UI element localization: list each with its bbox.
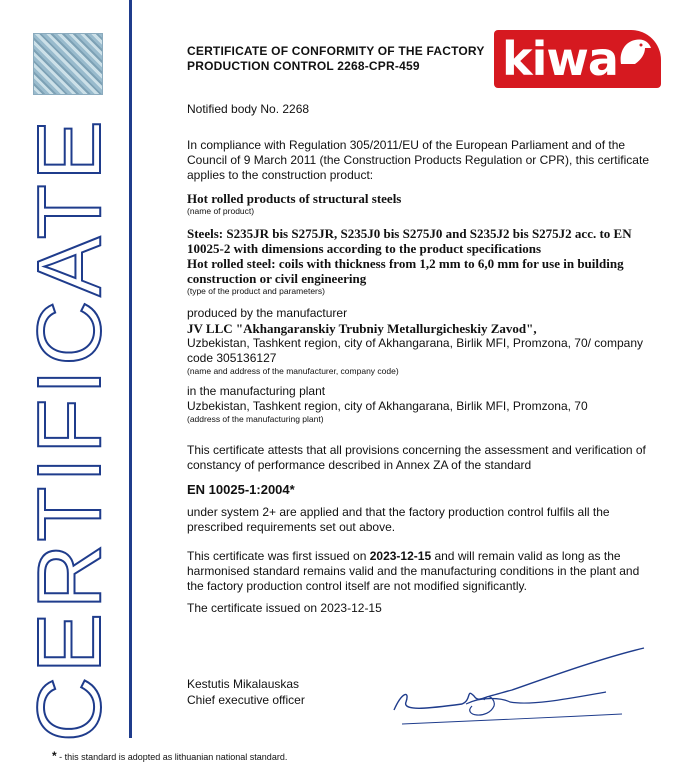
manufacturer-address: Uzbekistan, Tashkent region, city of Akhangarana, Birlik MFI, Promzona, 70/ company code 305136127 xyxy=(187,336,643,365)
validity-text-start: This certificate was first issued on xyxy=(187,549,370,563)
validity-date: 2023-12-15 xyxy=(369,549,432,563)
signature-scribble xyxy=(392,640,652,730)
validity-text-end: and will remain valid as long as the harmonised standard remains valid and the manufacturing conditions in the plant and the factory production control itself are not modified significantly. xyxy=(187,549,640,593)
notified-body: Notified body No. 2268 xyxy=(187,102,310,116)
plant-intro: in the manufacturing plant xyxy=(187,384,326,398)
product-params-caption: (type of the product and parameters) xyxy=(187,286,325,296)
issued-date: The certificate issued on 2023-12-15 xyxy=(187,601,382,615)
product-name: Hot rolled products of structural steels xyxy=(187,191,402,206)
hologram-seal xyxy=(33,33,103,95)
validity-paragraph xyxy=(187,549,657,594)
kiwa-logo xyxy=(494,30,661,88)
manufacturer-caption: (name and address of the manufacturer, company code) xyxy=(187,366,399,376)
signer-title: Chief executive officer xyxy=(187,693,305,707)
certificate-body xyxy=(187,102,657,616)
intro-paragraph: In compliance with Regulation 305/2011/EU of the European Parliament and of the Council of 9 March 2011 (the Construction Products Regulation or CPR), this certificate applies to the construction product: xyxy=(187,138,649,182)
side-certificate-word: CERTIFICATE xyxy=(20,116,120,742)
footnote-text: - this standard is adopted as lithuanian national standard. xyxy=(56,752,288,762)
plant-caption: (address of the manufacturing plant) xyxy=(187,414,324,424)
vertical-divider-line xyxy=(129,0,132,738)
signer-block xyxy=(187,676,305,708)
certificate-title xyxy=(187,44,485,74)
manufacturer-intro: produced by the manufacturer xyxy=(187,306,348,320)
logo-text: kiwa xyxy=(502,32,618,86)
product-params-coils: Hot rolled steel: coils with thickness from 1,2 mm to 6,0 mm for use in building construction or civil engineering xyxy=(187,256,624,286)
product-params-steels: Steels: S235JR bis S275JR, S235J0 bis S275J0 and S235J2 bis S275J2 acc. to EN 10025-2 with dimensions according to the product specifications xyxy=(187,226,632,256)
footnote-star: * xyxy=(52,749,57,763)
plant-address: Uzbekistan, Tashkent region, city of Akhangarana, Birlik MFI, Promzona, 70 xyxy=(187,399,588,413)
footnote xyxy=(52,750,287,763)
title-line-1: CERTIFICATE OF CONFORMITY OF THE FACTORY xyxy=(187,44,485,58)
product-name-caption: (name of product) xyxy=(187,206,255,216)
signer-name: Kestutis Mikalauskas xyxy=(187,677,300,691)
beaver-icon xyxy=(615,34,655,68)
manufacturer-name: JV LLC "Akhangaranskiy Trubniy Metallurgicheskiy Zavod", xyxy=(187,321,537,336)
standard-reference: EN 10025-1:2004* xyxy=(187,482,295,497)
title-line-2: PRODUCTION CONTROL 2268-CPR-459 xyxy=(187,59,420,73)
system-paragraph: under system 2+ are applied and that the factory production control fulfils all the prescribed requirements set out above. xyxy=(187,505,610,534)
attestation-paragraph: This certificate attests that all provisions concerning the assessment and verification of constancy of performance described in Annex ZA of the standard xyxy=(187,443,646,472)
